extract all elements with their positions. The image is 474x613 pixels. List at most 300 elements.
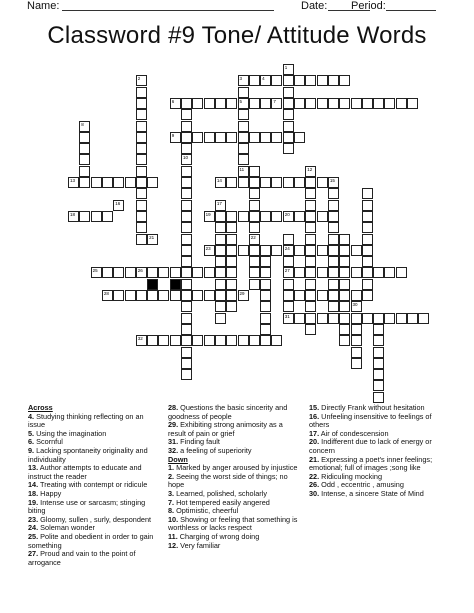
- crossword-cell[interactable]: [204, 290, 215, 301]
- crossword-cell[interactable]: [373, 267, 384, 278]
- crossword-cell[interactable]: [136, 121, 147, 132]
- crossword-cell[interactable]: [238, 154, 249, 165]
- crossword-cell[interactable]: [181, 324, 192, 335]
- crossword-cell[interactable]: [283, 234, 294, 245]
- crossword-cell[interactable]: [339, 324, 350, 335]
- crossword-cell[interactable]: [215, 234, 226, 245]
- crossword-cell[interactable]: [170, 132, 181, 143]
- crossword-cell[interactable]: [79, 166, 90, 177]
- crossword-cell[interactable]: [113, 200, 124, 211]
- crossword-cell[interactable]: [238, 121, 249, 132]
- crossword-cell[interactable]: [215, 211, 226, 222]
- crossword-cell[interactable]: [260, 335, 271, 346]
- crossword-cell[interactable]: [68, 211, 79, 222]
- crossword-cell[interactable]: [79, 143, 90, 154]
- crossword-cell[interactable]: [317, 245, 328, 256]
- crossword-cell[interactable]: [373, 392, 384, 403]
- crossword-cell[interactable]: [396, 98, 407, 109]
- crossword-cell[interactable]: [249, 222, 260, 233]
- crossword-cell[interactable]: [328, 256, 339, 267]
- crossword-cell[interactable]: [260, 98, 271, 109]
- crossword-cell[interactable]: [215, 177, 226, 188]
- crossword-cell[interactable]: [328, 267, 339, 278]
- crossword-cell[interactable]: [305, 75, 316, 86]
- crossword-cell[interactable]: [91, 267, 102, 278]
- crossword-cell[interactable]: [68, 177, 79, 188]
- crossword-cell[interactable]: [215, 290, 226, 301]
- crossword-cell[interactable]: [181, 211, 192, 222]
- crossword-cell[interactable]: [373, 358, 384, 369]
- crossword-cell[interactable]: [351, 98, 362, 109]
- crossword-cell[interactable]: [305, 267, 316, 278]
- crossword-cell[interactable]: [238, 98, 249, 109]
- crossword-cell[interactable]: [181, 98, 192, 109]
- crossword-cell[interactable]: [181, 256, 192, 267]
- crossword-cell[interactable]: [339, 245, 350, 256]
- crossword-cell[interactable]: [305, 234, 316, 245]
- crossword-cell[interactable]: [305, 290, 316, 301]
- crossword-cell[interactable]: [283, 64, 294, 75]
- crossword-cell[interactable]: [238, 87, 249, 98]
- crossword-cell[interactable]: [294, 290, 305, 301]
- crossword-cell[interactable]: [192, 132, 203, 143]
- crossword-cell[interactable]: [260, 177, 271, 188]
- crossword-cell[interactable]: [147, 234, 158, 245]
- crossword-cell[interactable]: [79, 121, 90, 132]
- crossword-cell[interactable]: [181, 234, 192, 245]
- crossword-cell[interactable]: [294, 177, 305, 188]
- crossword-cell[interactable]: [181, 369, 192, 380]
- crossword-cell[interactable]: [317, 98, 328, 109]
- crossword-cell[interactable]: [170, 267, 181, 278]
- crossword-cell[interactable]: [192, 98, 203, 109]
- crossword-cell[interactable]: [238, 177, 249, 188]
- crossword-cell[interactable]: [181, 132, 192, 143]
- crossword-cell[interactable]: [249, 75, 260, 86]
- crossword-cell[interactable]: [136, 75, 147, 86]
- crossword-cell[interactable]: [339, 267, 350, 278]
- crossword-cell[interactable]: [351, 313, 362, 324]
- crossword-cell[interactable]: [136, 177, 147, 188]
- crossword-cell[interactable]: [79, 132, 90, 143]
- crossword-cell[interactable]: [181, 109, 192, 120]
- crossword-cell[interactable]: [136, 211, 147, 222]
- crossword-cell[interactable]: [328, 301, 339, 312]
- crossword-cell[interactable]: [79, 177, 90, 188]
- crossword-cell[interactable]: [125, 177, 136, 188]
- crossword-cell[interactable]: [260, 301, 271, 312]
- crossword-cell[interactable]: [328, 279, 339, 290]
- crossword-cell[interactable]: [249, 245, 260, 256]
- crossword-cell[interactable]: [192, 267, 203, 278]
- crossword-cell[interactable]: [181, 290, 192, 301]
- crossword-cell[interactable]: [260, 256, 271, 267]
- crossword-cell[interactable]: [181, 154, 192, 165]
- crossword-cell[interactable]: [238, 245, 249, 256]
- crossword-cell[interactable]: [249, 166, 260, 177]
- crossword-cell[interactable]: [215, 98, 226, 109]
- crossword-cell[interactable]: [249, 234, 260, 245]
- crossword-cell[interactable]: [136, 290, 147, 301]
- crossword-cell[interactable]: [373, 324, 384, 335]
- crossword-cell[interactable]: [102, 290, 113, 301]
- crossword-cell[interactable]: [283, 87, 294, 98]
- crossword-cell[interactable]: [271, 211, 282, 222]
- crossword-cell[interactable]: [238, 335, 249, 346]
- crossword-cell[interactable]: [249, 98, 260, 109]
- crossword-cell[interactable]: [305, 166, 316, 177]
- crossword-cell[interactable]: [170, 98, 181, 109]
- crossword-cell[interactable]: [362, 290, 373, 301]
- clue-number: 17: [216, 200, 222, 206]
- crossword-cell[interactable]: [283, 313, 294, 324]
- crossword-cell[interactable]: [271, 75, 282, 86]
- crossword-cell[interactable]: [305, 98, 316, 109]
- crossword-cell[interactable]: [294, 267, 305, 278]
- crossword-cell[interactable]: [204, 98, 215, 109]
- crossword-cell[interactable]: [328, 200, 339, 211]
- crossword-cell[interactable]: [294, 75, 305, 86]
- crossword-cell[interactable]: [181, 188, 192, 199]
- crossword-cell[interactable]: [384, 313, 395, 324]
- crossword-cell[interactable]: [418, 313, 429, 324]
- crossword-cell[interactable]: [215, 313, 226, 324]
- crossword-cell[interactable]: [283, 121, 294, 132]
- crossword-cell[interactable]: [147, 290, 158, 301]
- crossword-cell[interactable]: [351, 358, 362, 369]
- crossword-cell[interactable]: [317, 313, 328, 324]
- crossword-cell[interactable]: [181, 143, 192, 154]
- crossword-cell[interactable]: [373, 335, 384, 346]
- crossword-cell[interactable]: [283, 301, 294, 312]
- period-label: Period:: [351, 0, 386, 12]
- crossword-cell[interactable]: [249, 177, 260, 188]
- crossword-cell[interactable]: [362, 245, 373, 256]
- crossword-cell[interactable]: [125, 290, 136, 301]
- crossword-cell[interactable]: [294, 132, 305, 143]
- crossword-cell[interactable]: [271, 132, 282, 143]
- crossword-cell[interactable]: [294, 98, 305, 109]
- crossword-cell[interactable]: [204, 335, 215, 346]
- crossword-cell[interactable]: [158, 290, 169, 301]
- crossword-cell[interactable]: [158, 267, 169, 278]
- crossword-cell[interactable]: [102, 211, 113, 222]
- crossword-cell[interactable]: [136, 154, 147, 165]
- crossword-cell[interactable]: [125, 267, 136, 278]
- crossword-cell[interactable]: [351, 335, 362, 346]
- crossword-cell[interactable]: [362, 211, 373, 222]
- crossword-cell[interactable]: [328, 245, 339, 256]
- crossword-cell[interactable]: [351, 301, 362, 312]
- crossword-cell[interactable]: [181, 222, 192, 233]
- crossword-cell[interactable]: [362, 188, 373, 199]
- crossword-cell[interactable]: [136, 109, 147, 120]
- crossword-cell[interactable]: [283, 109, 294, 120]
- crossword-cell[interactable]: [260, 245, 271, 256]
- crossword-cell[interactable]: [113, 290, 124, 301]
- crossword-cell[interactable]: [181, 358, 192, 369]
- clue-number: 28: [103, 291, 109, 296]
- crossword-cell[interactable]: [362, 222, 373, 233]
- crossword-cell[interactable]: [181, 121, 192, 132]
- crossword-cell[interactable]: [260, 324, 271, 335]
- crossword-cell[interactable]: [317, 290, 328, 301]
- crossword-cell[interactable]: [328, 98, 339, 109]
- crossword-cell[interactable]: [215, 335, 226, 346]
- crossword-cell[interactable]: [215, 245, 226, 256]
- crossword-cell[interactable]: [79, 211, 90, 222]
- crossword-cell[interactable]: [181, 279, 192, 290]
- crossword-cell[interactable]: [339, 313, 350, 324]
- crossword-cell[interactable]: [249, 211, 260, 222]
- crossword-cell[interactable]: [305, 279, 316, 290]
- crossword-cell[interactable]: [181, 267, 192, 278]
- crossword-cell[interactable]: [226, 301, 237, 312]
- clue-item: 12. Very familiar: [168, 540, 221, 550]
- crossword-cell[interactable]: [351, 290, 362, 301]
- crossword-cell[interactable]: [271, 335, 282, 346]
- clue-item: 19. Intense use or sarcasm; stinging biting: [28, 497, 146, 516]
- crossword-cell[interactable]: [249, 132, 260, 143]
- crossword-cell[interactable]: [136, 222, 147, 233]
- crossword-cell[interactable]: [249, 267, 260, 278]
- crossword-cell[interactable]: [351, 324, 362, 335]
- crossword-cell[interactable]: [226, 234, 237, 245]
- crossword-cell[interactable]: [328, 290, 339, 301]
- crossword-cell[interactable]: [181, 313, 192, 324]
- crossword-cell[interactable]: [317, 177, 328, 188]
- crossword-cell[interactable]: [305, 313, 316, 324]
- crossword-cell[interactable]: [317, 211, 328, 222]
- crossword-cell[interactable]: [192, 335, 203, 346]
- crossword-cell[interactable]: [328, 211, 339, 222]
- crossword-cell[interactable]: [249, 256, 260, 267]
- crossword-cell[interactable]: [317, 75, 328, 86]
- crossword-cell[interactable]: [249, 200, 260, 211]
- crossword-cell[interactable]: [249, 188, 260, 199]
- crossword-cell[interactable]: [339, 75, 350, 86]
- crossword-cell[interactable]: [407, 98, 418, 109]
- crossword-cell[interactable]: [238, 166, 249, 177]
- crossword-cell[interactable]: [226, 256, 237, 267]
- crossword-cell[interactable]: [339, 234, 350, 245]
- crossword-cell[interactable]: [271, 177, 282, 188]
- crossword-cell[interactable]: [238, 143, 249, 154]
- crossword-cell[interactable]: [305, 256, 316, 267]
- crossword-cell[interactable]: [283, 256, 294, 267]
- crossword-cell[interactable]: [215, 222, 226, 233]
- crossword-cell[interactable]: [226, 211, 237, 222]
- crossword-cell[interactable]: [136, 132, 147, 143]
- crossword-cell[interactable]: [373, 369, 384, 380]
- crossword-cell[interactable]: [226, 267, 237, 278]
- crossword-cell[interactable]: [339, 98, 350, 109]
- crossword-cell[interactable]: [283, 177, 294, 188]
- crossword-cell[interactable]: [305, 301, 316, 312]
- crossword-cell[interactable]: [215, 301, 226, 312]
- crossword-cell[interactable]: [362, 256, 373, 267]
- crossword-cell[interactable]: [328, 188, 339, 199]
- crossword-cell[interactable]: [260, 267, 271, 278]
- crossword-cell[interactable]: [91, 211, 102, 222]
- crossword-cell[interactable]: [305, 245, 316, 256]
- crossword-cell[interactable]: [362, 313, 373, 324]
- crossword-cell[interactable]: [328, 222, 339, 233]
- clue-item: 13. Author attempts to educate and instruct the reader: [28, 463, 142, 481]
- clue-item: 22. Ridiculing mocking: [309, 471, 383, 481]
- crossword-cell[interactable]: [373, 313, 384, 324]
- crossword-cell[interactable]: [317, 267, 328, 278]
- crossword-cell[interactable]: [170, 290, 181, 301]
- crossword-cell[interactable]: [283, 211, 294, 222]
- crossword-cell[interactable]: [260, 290, 271, 301]
- crossword-cell[interactable]: [181, 177, 192, 188]
- crossword-cell[interactable]: [181, 335, 192, 346]
- crossword-cell[interactable]: [226, 290, 237, 301]
- crossword-cell[interactable]: [351, 347, 362, 358]
- clue-number: 12: [307, 166, 313, 172]
- crossword-cell[interactable]: [271, 98, 282, 109]
- crossword-cell[interactable]: [384, 98, 395, 109]
- crossword-cell[interactable]: [396, 313, 407, 324]
- crossword-cell[interactable]: [181, 347, 192, 358]
- crossword-cell[interactable]: [238, 109, 249, 120]
- crossword-cell[interactable]: [102, 267, 113, 278]
- crossword-cell[interactable]: [215, 279, 226, 290]
- crossword-cell[interactable]: [226, 132, 237, 143]
- crossword-cell[interactable]: [113, 177, 124, 188]
- crossword-cell[interactable]: [339, 290, 350, 301]
- crossword-cell[interactable]: [215, 267, 226, 278]
- crossword-cell[interactable]: [136, 143, 147, 154]
- crossword-cell[interactable]: [249, 279, 260, 290]
- crossword-cell[interactable]: [226, 245, 237, 256]
- crossword-cell[interactable]: [271, 245, 282, 256]
- crossword-cell[interactable]: [170, 335, 181, 346]
- clue-number: 18: [70, 211, 76, 217]
- crossword-cell[interactable]: [102, 177, 113, 188]
- crossword-cell[interactable]: [305, 324, 316, 335]
- crossword-cell[interactable]: [283, 143, 294, 154]
- crossword-cell[interactable]: [384, 267, 395, 278]
- crossword-cell[interactable]: [226, 335, 237, 346]
- crossword-cell[interactable]: [305, 177, 316, 188]
- crossword-cell[interactable]: [215, 132, 226, 143]
- crossword-cell[interactable]: [136, 234, 147, 245]
- crossword-cell[interactable]: [136, 98, 147, 109]
- crossword-cell[interactable]: [260, 313, 271, 324]
- crossword-cell[interactable]: [328, 177, 339, 188]
- crossword-cell[interactable]: [158, 335, 169, 346]
- crossword-cell[interactable]: [305, 188, 316, 199]
- crossword-cell[interactable]: [249, 335, 260, 346]
- crossword-cell[interactable]: [362, 279, 373, 290]
- crossword-cell[interactable]: [339, 335, 350, 346]
- crossword-cell[interactable]: [204, 211, 215, 222]
- crossword-cell[interactable]: [136, 166, 147, 177]
- crossword-cell[interactable]: [339, 256, 350, 267]
- crossword-cell[interactable]: [339, 301, 350, 312]
- crossword-cell[interactable]: [260, 279, 271, 290]
- crossword-cell[interactable]: [238, 290, 249, 301]
- crossword-cell[interactable]: [226, 177, 237, 188]
- crossword-cell[interactable]: [351, 267, 362, 278]
- crossword-cell[interactable]: [215, 200, 226, 211]
- crossword-cell[interactable]: [260, 211, 271, 222]
- crossword-cell[interactable]: [283, 245, 294, 256]
- crossword-cell[interactable]: [215, 256, 226, 267]
- crossword-cell[interactable]: [136, 188, 147, 199]
- clue-item: 28. Questions the basic sincerity and goodness of people: [168, 403, 288, 421]
- crossword-cell[interactable]: [136, 87, 147, 98]
- crossword-cell[interactable]: [181, 200, 192, 211]
- crossword-cell[interactable]: [373, 347, 384, 358]
- crossword-cell[interactable]: [305, 222, 316, 233]
- crossword-cell[interactable]: [226, 279, 237, 290]
- crossword-cell[interactable]: [204, 267, 215, 278]
- crossword-cell[interactable]: [373, 98, 384, 109]
- crossword-cell[interactable]: [147, 335, 158, 346]
- crossword-cell[interactable]: [407, 313, 418, 324]
- crossword-cell[interactable]: [362, 267, 373, 278]
- crossword-cell[interactable]: [283, 279, 294, 290]
- crossword-cell[interactable]: [204, 132, 215, 143]
- crossword-cell[interactable]: [136, 200, 147, 211]
- clue-item: 8. Optimistic, cheerful: [168, 506, 239, 516]
- crossword-cell[interactable]: [305, 200, 316, 211]
- crossword-cell[interactable]: [362, 98, 373, 109]
- crossword-cell[interactable]: [91, 177, 102, 188]
- crossword-cell[interactable]: [181, 301, 192, 312]
- crossword-cell[interactable]: [283, 132, 294, 143]
- crossword-cell[interactable]: [328, 313, 339, 324]
- crossword-cell[interactable]: [373, 380, 384, 391]
- crossword-cell[interactable]: [294, 245, 305, 256]
- crossword-cell[interactable]: [328, 234, 339, 245]
- crossword-cell[interactable]: [260, 132, 271, 143]
- crossword-cell[interactable]: [238, 211, 249, 222]
- crossword-cell[interactable]: [283, 267, 294, 278]
- crossword-cell[interactable]: [283, 98, 294, 109]
- crossword-cell[interactable]: [79, 154, 90, 165]
- crossword-cell[interactable]: [362, 234, 373, 245]
- crossword-cell[interactable]: [147, 177, 158, 188]
- crossword-cell[interactable]: [226, 98, 237, 109]
- crossword-cell[interactable]: [283, 75, 294, 86]
- crossword-cell[interactable]: [328, 75, 339, 86]
- crossword-cell[interactable]: [136, 267, 147, 278]
- crossword-cell[interactable]: [226, 222, 237, 233]
- crossword-cell[interactable]: [305, 211, 316, 222]
- crossword-cell[interactable]: [351, 245, 362, 256]
- crossword-cell[interactable]: [294, 313, 305, 324]
- crossword-cell[interactable]: [260, 75, 271, 86]
- crossword-cell[interactable]: [362, 200, 373, 211]
- crossword-cell[interactable]: [396, 267, 407, 278]
- crossword-cell[interactable]: [204, 245, 215, 256]
- crossword-cell[interactable]: [238, 75, 249, 86]
- crossword-cell[interactable]: [283, 290, 294, 301]
- crossword-cell[interactable]: [113, 267, 124, 278]
- crossword-cell[interactable]: [136, 335, 147, 346]
- crossword-cell[interactable]: [181, 245, 192, 256]
- crossword-cell[interactable]: [192, 290, 203, 301]
- crossword-cell[interactable]: [238, 132, 249, 143]
- crossword-cell[interactable]: [147, 267, 158, 278]
- crossword-cell[interactable]: [181, 166, 192, 177]
- crossword-cell[interactable]: [339, 279, 350, 290]
- crossword-cell[interactable]: [294, 211, 305, 222]
